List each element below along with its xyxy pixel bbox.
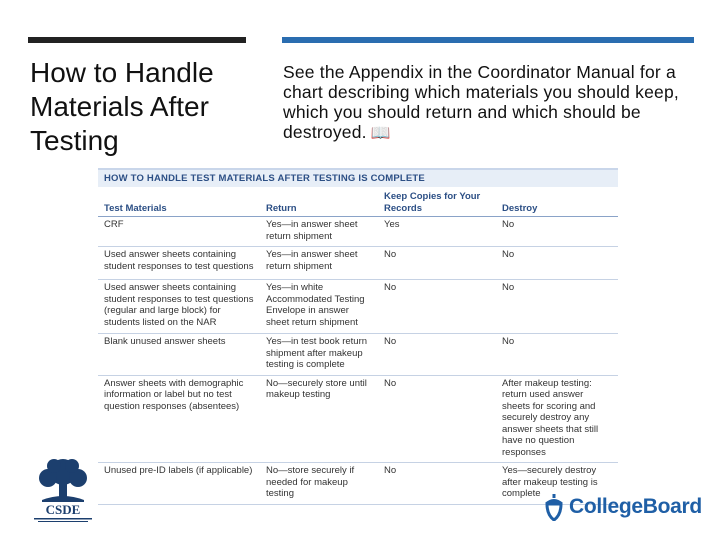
cell-return: Yes—in white Accommodated Testing Envelope in answer sheet return shipment [260,280,378,334]
intro-text-block [283,62,703,144]
title-accent-bar [28,37,246,43]
cell-material: CRF [98,217,260,247]
collegeboard-logo [542,492,702,522]
table-row [98,463,618,505]
table-header-row [98,187,618,217]
cell-destroy: Yes—securely destroy after makeup testing is complete [496,463,618,505]
column-header-destroy: Destroy [496,187,618,217]
cell-return: Yes—in answer sheet return shipment [260,217,378,247]
cell-material: Answer sheets with demographic information or label but no test question responses (absentees) [98,375,260,463]
cell-destroy: No [496,217,618,247]
csde-logo [24,456,102,524]
cell-material: Unused pre-ID labels (if applicable) [98,463,260,505]
cell-material: Used answer sheets containing student responses to test questions [98,247,260,280]
cell-destroy: No [496,247,618,280]
content-accent-bar [282,37,694,43]
acorn-icon [542,493,566,521]
table-row [98,247,618,280]
cell-return: No—securely store until makeup testing [260,375,378,463]
cell-destroy: After makeup testing: return used answer sheets for scoring and securely destroy any answer sheets that still have no question responses [496,375,618,463]
cell-destroy: No [496,334,618,376]
cell-keep: Yes [378,217,496,247]
cell-keep: No [378,247,496,280]
cell-material: Blank unused answer sheets [98,334,260,376]
slide-title: How to Handle Materials After Testing [30,57,214,156]
book-icon: 📖 [370,125,391,142]
intro-text: See the Appendix in the Coordinator Manual for a chart describing which materials you should keep, which you should return and which should be destroyed. [283,62,679,142]
cell-material: Used answer sheets containing student responses to test questions (regular and large block) for students listed on the NAR [98,280,260,334]
cell-keep: No [378,375,496,463]
csde-logo-text: CSDE [45,502,81,517]
table-heading: HOW TO HANDLE TEST MATERIALS AFTER TESTING IS COMPLETE [98,168,618,187]
cell-return: Yes—in answer sheet return shipment [260,247,378,280]
table-row [98,334,618,376]
cell-destroy: No [496,280,618,334]
cell-return: Yes—in test book return shipment after makeup testing is complete [260,334,378,376]
collegeboard-logo-text: CollegeBoard [569,495,702,518]
table-row [98,217,618,247]
table-row [98,280,618,334]
cell-keep: No [378,280,496,334]
column-header-return: Return [260,187,378,217]
cell-keep: No [378,463,496,505]
table-row [98,375,618,463]
column-header-keep: Keep Copies for Your Records [378,187,496,217]
cell-return: No—store securely if needed for makeup testing [260,463,378,505]
materials-table [98,168,618,505]
column-header-materials: Test Materials [98,187,260,217]
cell-keep: No [378,334,496,376]
